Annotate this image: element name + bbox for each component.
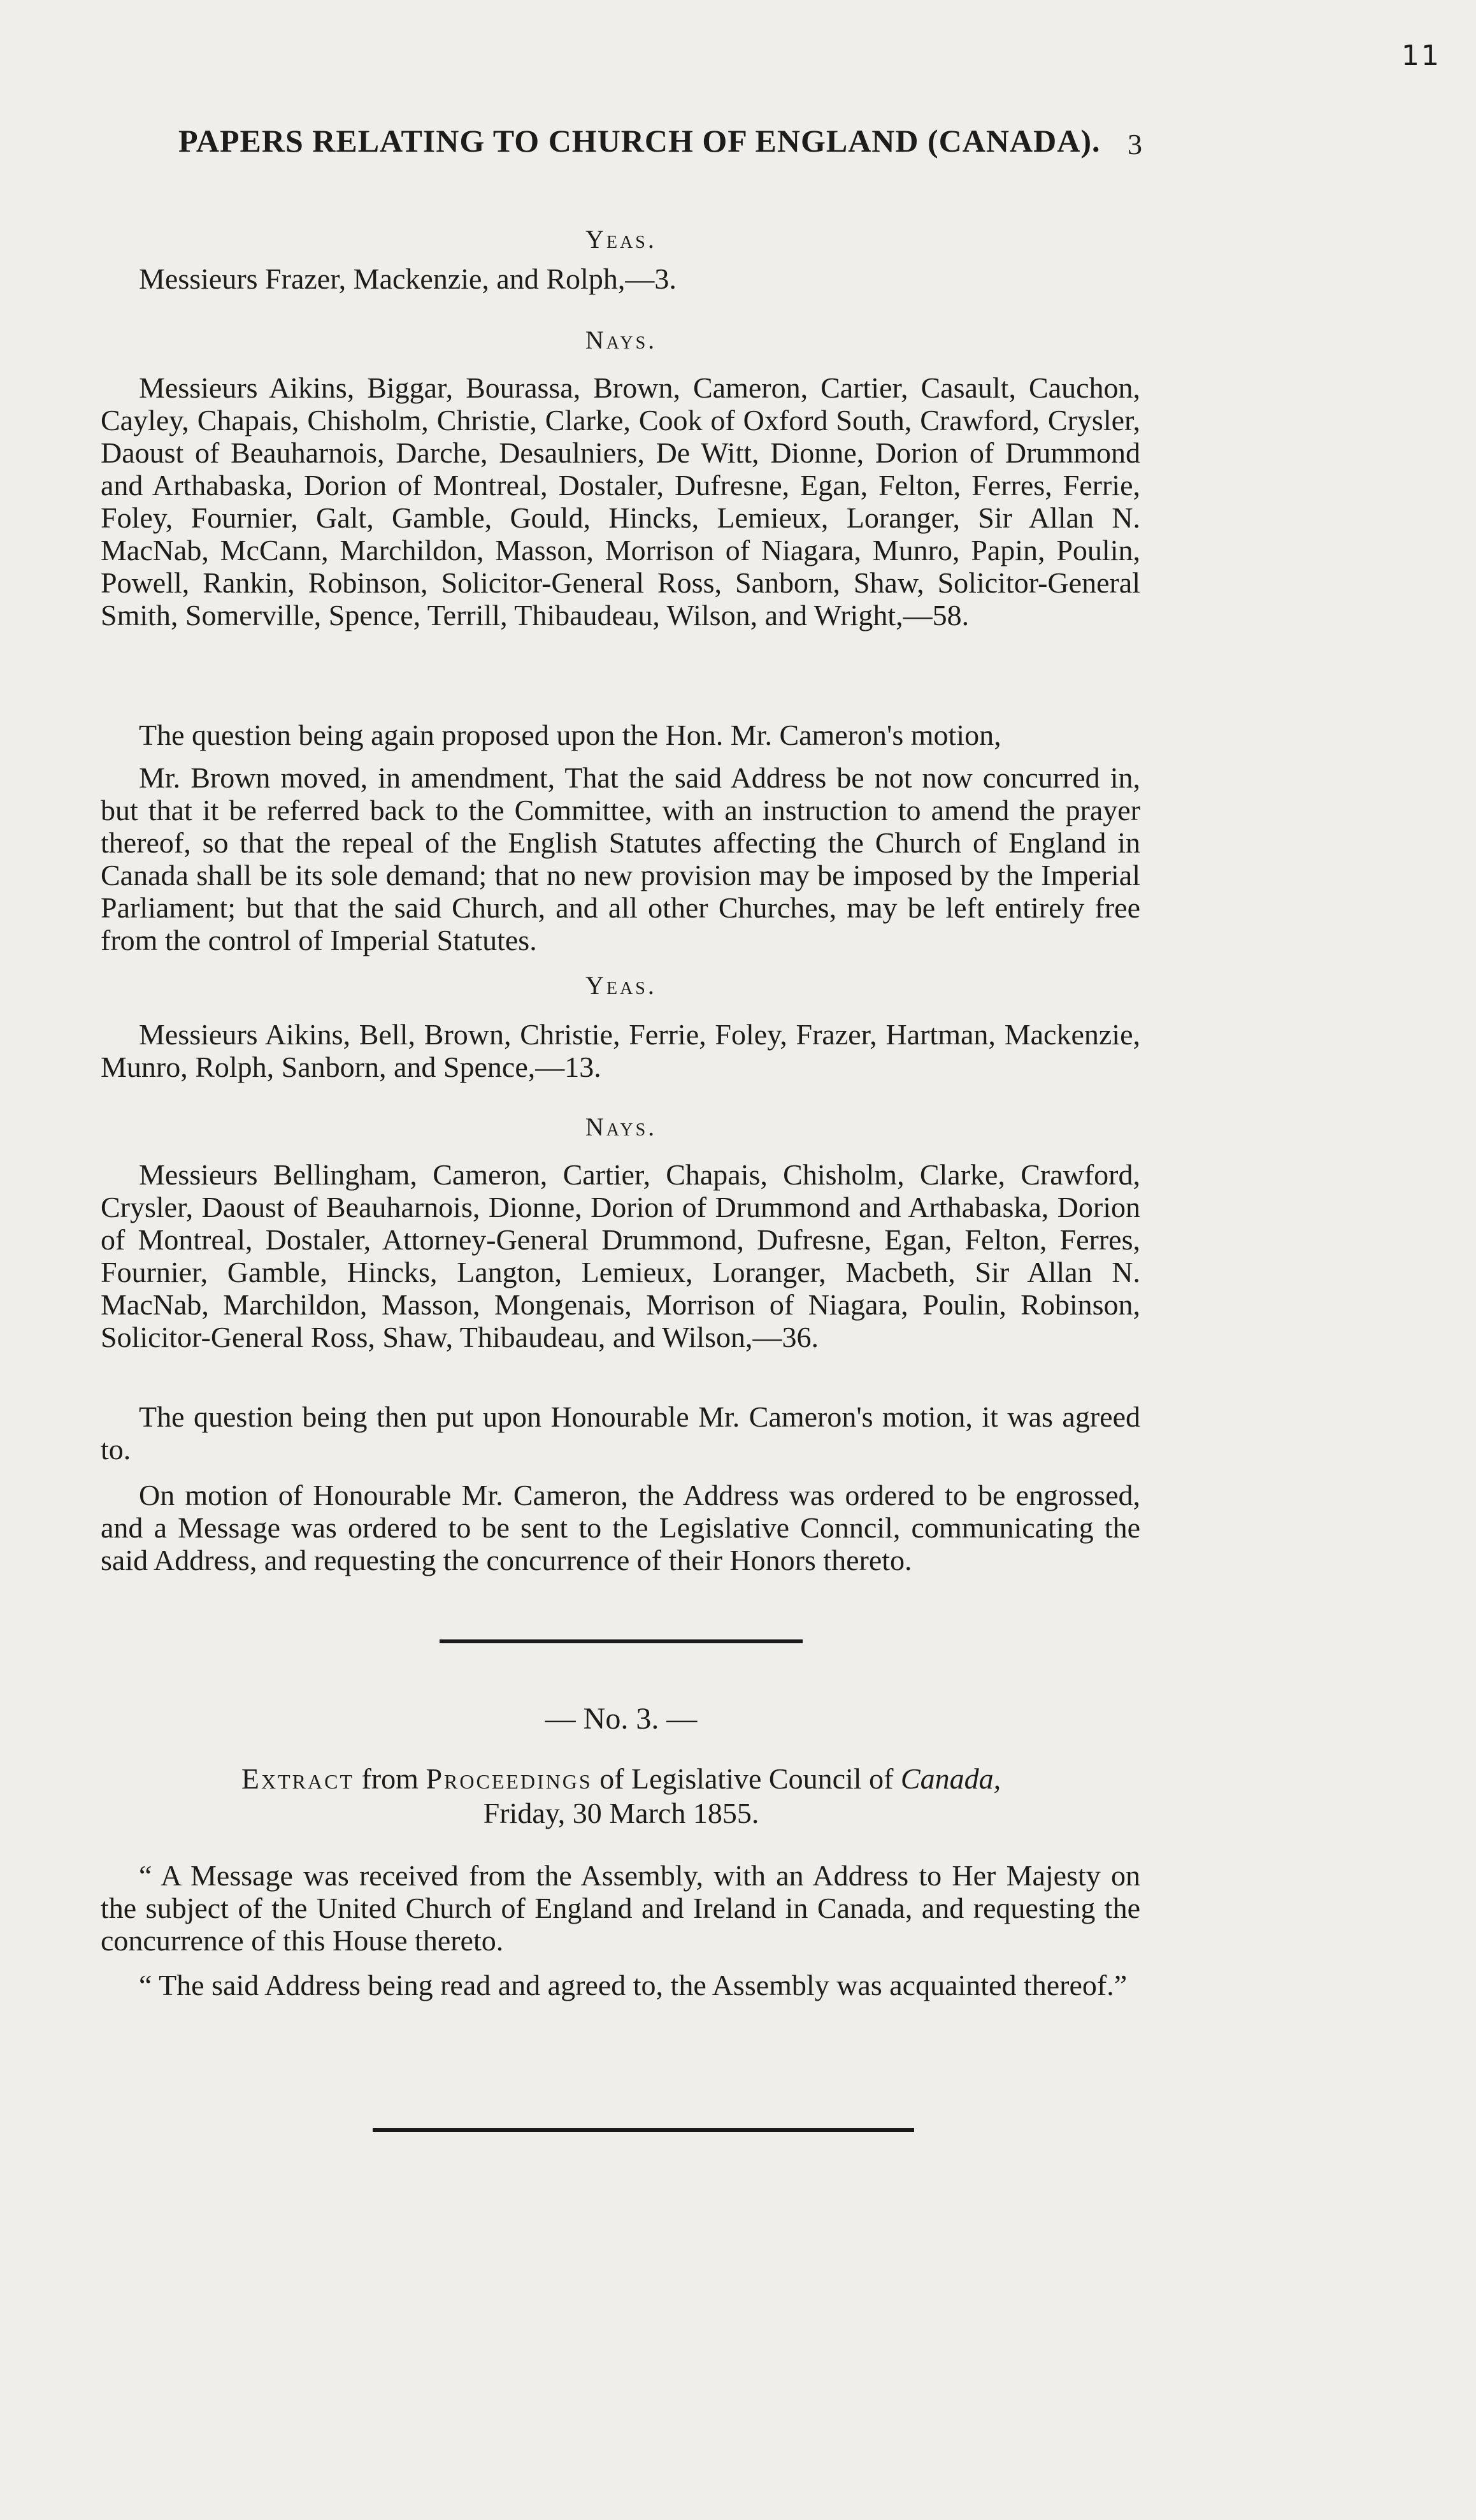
nays-heading-2: Nays. — [585, 1112, 657, 1141]
quote-paragraph-2: “ The said Address being read and agreed to, the Assembly was acquainted thereof.” — [139, 1969, 1128, 2001]
yeas-list-2: Messieurs Aikins, Bell, Brown, Christie, Ferrie, Foley, Frazer, Hartman, Mackenzie, Munro, Rolph, Sanborn, and Spence,—13. — [101, 1018, 1140, 1083]
extract-place: Canada, — [900, 1762, 1001, 1795]
yeas-heading-1: Yeas. — [585, 225, 657, 254]
page-number: 11 — [1401, 40, 1441, 72]
running-head-page-number: 3 — [1128, 128, 1142, 161]
quote-paragraph-1: “ A Message was received from the Assembly, with an Address to Her Majesty on the subject of the United Church of England and Ireland in Canada, and requesting the concurrence of this House thereto. — [101, 1859, 1140, 1957]
proceedings-word: Proceedings — [426, 1762, 592, 1795]
nays-heading-1: Nays. — [585, 326, 657, 354]
yeas-list-1: Messieurs Frazer, Mackenzie, and Rolph,—3. — [139, 263, 677, 295]
question-put-paragraph: The question being then put upon Honourable Mr. Cameron's motion, it was agreed to. — [101, 1400, 1140, 1465]
yeas-heading-2: Yeas. — [585, 971, 657, 1000]
extract-word: Extract — [241, 1762, 355, 1795]
section-divider-rule — [440, 1639, 803, 1643]
question-again-paragraph: The question being again proposed upon the Hon. Mr. Cameron's motion, — [139, 719, 1001, 751]
on-motion-paragraph: On motion of Honourable Mr. Cameron, the Address was ordered to be engrossed, and a Message was ordered to be sent to the Legislative Conncil, communicating the said Address, and requesting the concurrence of their Honors thereto. — [101, 1479, 1140, 1576]
extract-from: from — [361, 1762, 419, 1795]
amendment-paragraph: Mr. Brown moved, in amendment, That the said Address be not now concurred in, but that it be referred back to the Committee, with an instruction to amend the prayer thereof, so that the repeal of the English Statutes affecting the Church of England in Canada shall be its sole demand; that no new provision may be imposed by the Imperial Parliament; but that the said Church, and all other Churches, may be left entirely free from the control of Imperial Statutes. — [101, 761, 1140, 956]
nays-list-1: Messieurs Aikins, Biggar, Bourassa, Brown, Cameron, Cartier, Casault, Cauchon, Cayley, Chapais, Chisholm, Christie, Clarke, Cook of Oxford South, Crawford, Crysler, Daoust of Beauharnois, Darche, Desaulniers, De Witt, Dionne, Dorion of Drummond and Arthabaska, Dorion of Montreal, Dostaler, Dufresne, Egan, Felton, Ferres, Ferrie, Foley, Fournier, Galt, Gamble, Gould, Hincks, Lemieux, Loranger, Sir Allan N. MacNab, McCann, Marchildon, Masson, Morrison of Niagara, Munro, Papin, Poulin, Powell, Rankin, Robinson, Solicitor-General Ross, Sanborn, Shaw, Solicitor-General Smith, Somerville, Spence, Terrill, Thibaudeau, Wilson, and Wright,—58. — [101, 371, 1140, 631]
closing-rule — [373, 2128, 914, 2132]
running-head-title: PAPERS RELATING TO CHURCH OF ENGLAND (CANADA). — [178, 123, 1101, 159]
extract-title — [102, 1762, 1140, 1831]
document-number: — No. 3. — — [545, 1702, 698, 1736]
extract-council: of Legislative Council of — [599, 1762, 894, 1795]
nays-list-2: Messieurs Bellingham, Cameron, Cartier, Chapais, Chisholm, Clarke, Crawford, Crysler, Daoust of Beauharnois, Dionne, Dorion of Drummond and Arthabaska, Dorion of Montreal, Dostaler, Attorney-General Drummond, Dufresne, Egan, Felton, Ferres, Fournier, Gamble, Hincks, Langton, Lemieux, Loranger, Macbeth, Sir Allan N. MacNab, Marchildon, Masson, Mongenais, Morrison of Niagara, Poulin, Robinson, Solicitor-General Ross, Shaw, Thibaudeau, and Wilson,—36. — [101, 1158, 1140, 1353]
extract-date: Friday, 30 March 1855. — [483, 1797, 759, 1829]
